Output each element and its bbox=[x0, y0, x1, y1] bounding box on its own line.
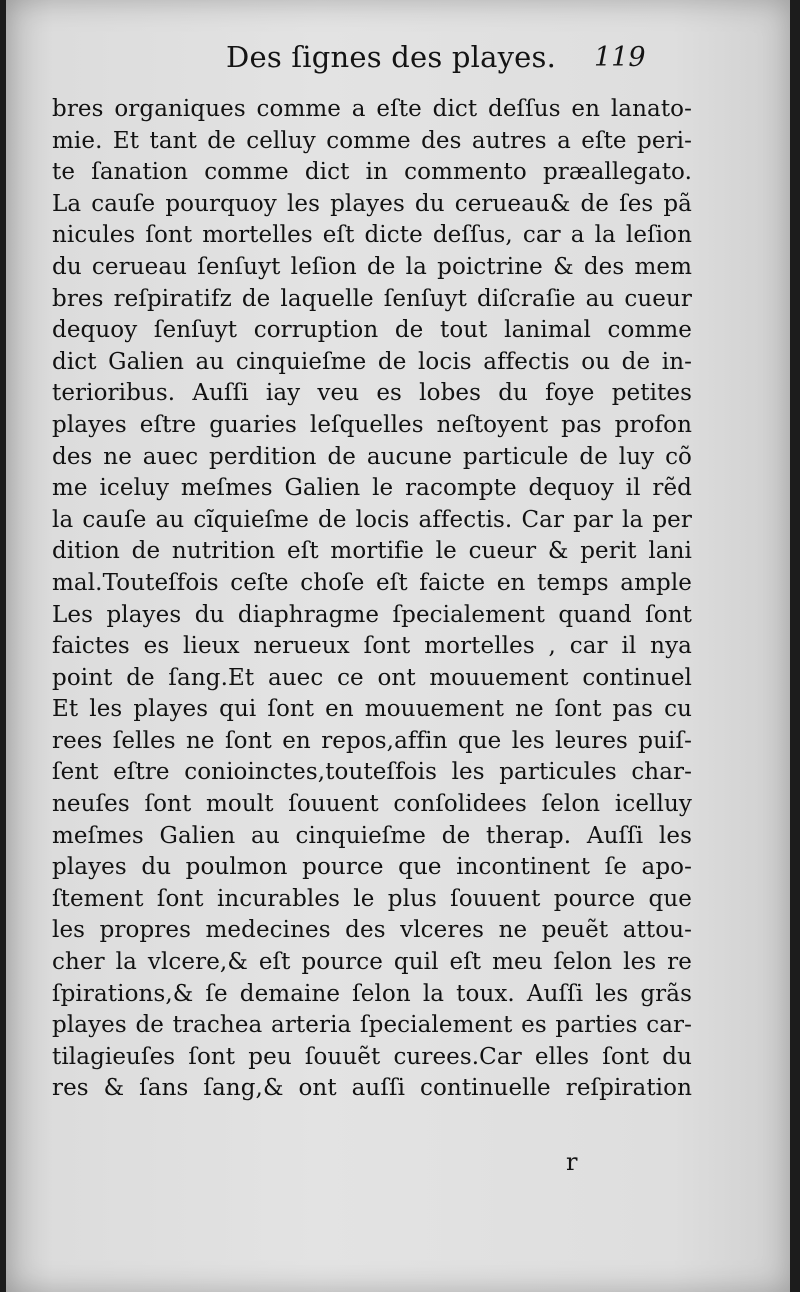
text-line: les propres medecines des vlceres ne peuẽt attou- bbox=[52, 917, 692, 944]
text-line: me iceluy meſmes Galien le racompte dequoy il rẽd bbox=[52, 475, 692, 502]
text-line: bres organiques comme a eſte dict deſſus en lanato- bbox=[52, 96, 692, 122]
text-line: La cauſe pourquoy les playes du cerueau& de ſes pã bbox=[52, 190, 692, 217]
text-line: playes du poulmon pource que incontinent ſe apo- bbox=[52, 854, 692, 881]
text-line: tilagieuſes ſont peu ſouuẽt curees.Car elles ſont du bbox=[52, 1043, 692, 1070]
text-line: faictes es lieux nerueux ſont mortelles , car il nya bbox=[52, 633, 692, 660]
text-line: nicules ſont mortelles eſt dicte deſſus, car a la leſion bbox=[52, 222, 692, 249]
book-page bbox=[6, 0, 790, 1292]
text-line: res & ſans ſang,& ont auſſi continuelle reſpiration bbox=[52, 1075, 692, 1102]
text-line: neuſes ſont moult ſouuent conſolidees ſelon icelluy bbox=[52, 791, 692, 818]
text-line: dition de nutrition eſt mortifie le cueur & perit lani bbox=[52, 538, 692, 565]
text-line: des ne auec perdition de aucune particule de luy cõ bbox=[52, 443, 692, 470]
text-line: meſmes Galien au cinquieſme de therap. Auſſi les bbox=[52, 822, 692, 849]
text-line: mie. Et tant de celluy comme des autres a eſte peri- bbox=[52, 127, 692, 154]
text-line: dict Galien au cinquieſme de locis affectis ou de in- bbox=[52, 348, 692, 375]
running-title: Des ſignes des playes. bbox=[226, 40, 557, 74]
text-line: playes eſtre guaries leſquelles neſtoyent pas profon bbox=[52, 411, 692, 438]
text-line: ſpirations,& ſe demaine ſelon la toux. Auſſi les grãs bbox=[52, 980, 692, 1007]
text-line: ſent eſtre conioinctes,touteſfois les particules char- bbox=[52, 759, 692, 786]
text-line: du cerueau ſenſuyt leſion de la poictrine & des mem bbox=[52, 253, 692, 280]
text-line: cher la vlcere,& eſt pource quil eſt meu ſelon les re bbox=[52, 949, 692, 976]
text-line: point de ſang.Et auec ce ont mouuement continuel bbox=[52, 664, 692, 691]
page-number: 119 bbox=[594, 42, 646, 73]
text-line: te ſanation comme dict in commento præallegato. bbox=[52, 159, 692, 186]
text-line: bres reſpiratifz de laquelle ſenſuyt diſcraſie au cueur bbox=[52, 285, 692, 312]
signature-mark: r bbox=[566, 1148, 578, 1176]
text-line: rees ſelles ne ſont en repos,affin que les leures puiſ- bbox=[52, 727, 692, 754]
page-header bbox=[6, 40, 790, 90]
text-line: la cauſe au cĩquieſme de locis affectis. Car par la per bbox=[52, 506, 692, 533]
text-line: mal.Touteſfois ceſte choſe eſt faicte en temps ample bbox=[52, 569, 692, 596]
text-line: terioribus. Auſſi iay veu es lobes du foye petites bbox=[52, 380, 692, 407]
text-line: Et les playes qui ſont en mouuement ne ſont pas cu bbox=[52, 696, 692, 723]
text-line: ſtement ſont incurables le plus ſouuent pource que bbox=[52, 885, 692, 912]
text-line: Les playes du diaphragme ſpecialement quand ſont bbox=[52, 601, 692, 628]
text-line: playes de trachea arteria ſpecialement es parties car- bbox=[52, 1012, 692, 1039]
body-text bbox=[52, 94, 692, 1105]
text-line: dequoy ſenſuyt corruption de tout lanimal comme bbox=[52, 317, 692, 344]
